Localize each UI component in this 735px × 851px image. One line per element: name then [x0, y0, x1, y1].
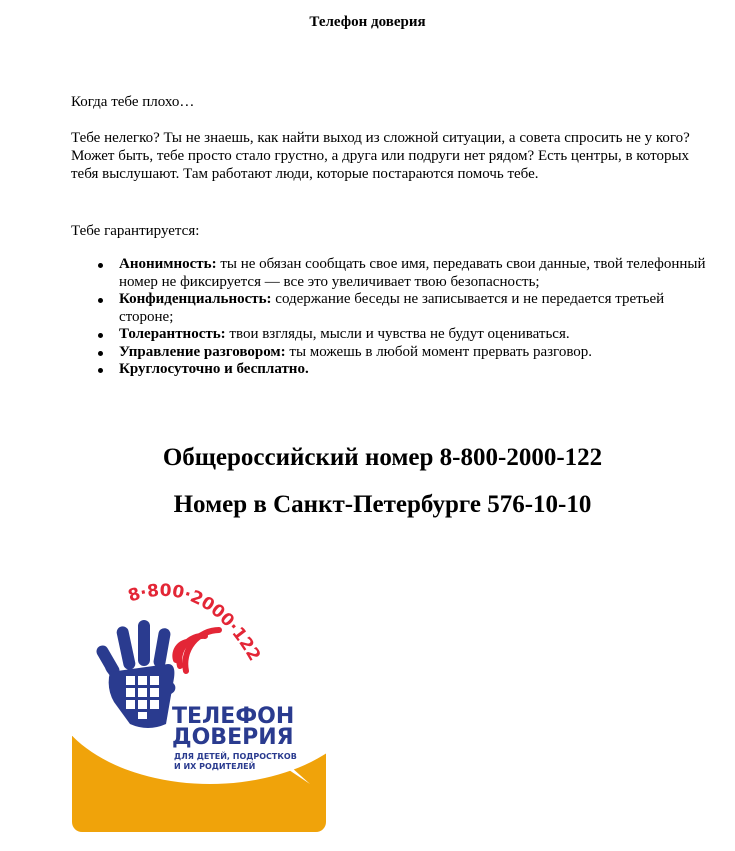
intro-line: Когда тебе плохо… — [71, 94, 195, 110]
intro-paragraph: Тебе нелегко? Ты не знаешь, как найти выход из сложной ситуации, а совета спросить не у кого? Может быть, тебе просто стало грустно, а друга или подруги нет рядом? Есть центры, в которых тебя выслушают. Там работают люди, которые постараются помочь тебе. — [71, 130, 690, 182]
guarantee-term: Анонимность: — [119, 256, 217, 272]
guarantee-item-tolerance — [119, 326, 719, 344]
guarantee-text: содержание беседы не записывается и не передается третьей стороне; — [119, 291, 665, 325]
logo-subtitle-line1: ДЛЯ ДЕТЕЙ, ПОДРОСТКОВ — [174, 752, 297, 761]
guarantee-text: ты не обязан сообщать свое имя, передавать свои данные, твой телефонный номер не фиксируется — все это увеличивает твою безопасность; — [119, 256, 706, 290]
guarantee-item-anonymity — [119, 256, 719, 291]
guarantee-item-control — [119, 344, 719, 362]
guarantee-term: Толерантность: — [119, 326, 226, 342]
guarantee-text: твои взгляды, мысли и чувства не будут оцениваться. — [225, 326, 570, 342]
spb-hotline-number: Номер в Санкт-Петербурге 576-10-10 — [173, 491, 592, 518]
logo-subtitle-line2: И ИХ РОДИТЕЛЕЙ — [174, 762, 256, 771]
guarantee-term: Круглосуточно и бесплатно. — [119, 361, 309, 377]
document-title: Телефон доверия — [309, 14, 426, 30]
logo-title-line1: ТЕЛЕФОН — [172, 704, 295, 729]
guarantee-term: Конфиденциальность: — [119, 291, 272, 307]
helpline-logo — [72, 578, 326, 832]
guarantee-item-allday — [119, 361, 719, 379]
guarantee-term: Управление разговором: — [119, 343, 286, 360]
logo-phone-number: 8·800·2000·122 — [125, 580, 265, 665]
guarantee-heading: Тебе гарантируется: — [71, 223, 200, 239]
logo-title-line2: ДОВЕРИЯ — [172, 725, 294, 750]
guarantee-list — [71, 256, 719, 379]
guarantee-text: ты можешь в любой момент прервать разговор. — [285, 343, 593, 360]
national-hotline-number: Общероссийский номер 8-800-2000-122 — [162, 444, 603, 471]
guarantee-item-confidentiality — [119, 291, 719, 326]
